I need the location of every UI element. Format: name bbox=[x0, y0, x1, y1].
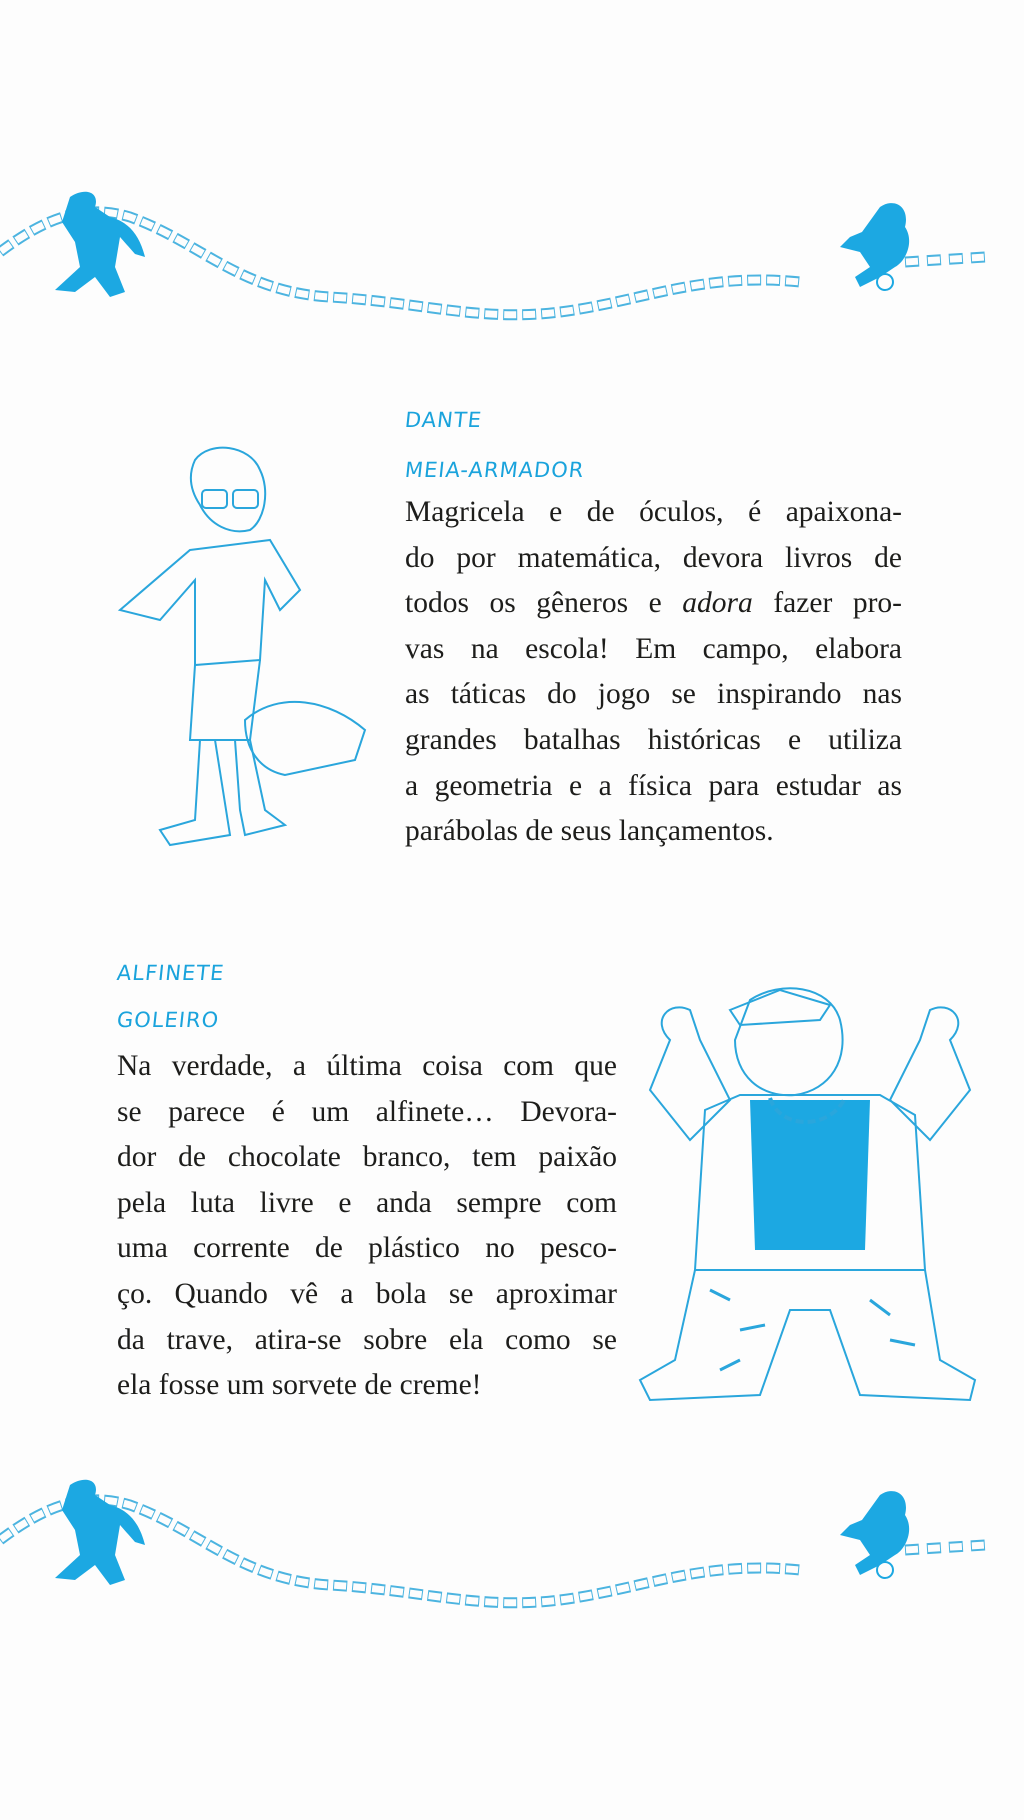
text-line: do por matemática, devora livros de bbox=[405, 541, 902, 574]
character-name: DANTE bbox=[403, 408, 484, 432]
text-line: grandes batalhas históricas e utiliza bbox=[405, 723, 902, 756]
text-line: uma corrente de plástico no pesco- bbox=[117, 1232, 617, 1265]
bottom-border-decoration bbox=[0, 1470, 1024, 1610]
text-line bbox=[405, 581, 902, 627]
top-border-decoration bbox=[0, 182, 1024, 322]
text-line: pela luta livre e anda sempre com bbox=[117, 1186, 617, 1219]
text-segment: todos os gêneros e bbox=[405, 587, 683, 620]
alfinete-illustration bbox=[630, 980, 990, 1410]
emphasis: adora bbox=[682, 587, 753, 620]
text-line: vas na escola! Em campo, elabora bbox=[405, 632, 902, 665]
text-line: a geometria e a física para estudar as bbox=[405, 769, 902, 802]
text-line: dor de chocolate branco, tem paixão bbox=[117, 1141, 617, 1174]
character-position: MEIA-ARMADOR bbox=[403, 458, 586, 482]
text-line: da trave, atira-se sobre ela como se bbox=[117, 1323, 617, 1356]
text-line: ço. Quando vê a bola se aproximar bbox=[117, 1277, 617, 1310]
text-line: as táticas do jogo se inspirando nas bbox=[405, 678, 902, 711]
text-line: Magricela e de óculos, é apaixona- bbox=[405, 496, 902, 528]
character-name: ALFINETE bbox=[115, 961, 226, 985]
text-line: Na verdade, a última coisa com que bbox=[117, 1050, 617, 1082]
text-line: se parece é um alfinete… Devora- bbox=[117, 1095, 617, 1128]
text-segment: fazer pro- bbox=[752, 587, 903, 620]
text-line: ela fosse um sorvete de creme! bbox=[117, 1369, 482, 1402]
character-position: GOLEIRO bbox=[115, 1008, 221, 1032]
dante-illustration bbox=[100, 440, 375, 860]
text-line: parábolas de seus lançamentos. bbox=[405, 815, 774, 848]
character-description bbox=[405, 490, 902, 855]
character-description bbox=[117, 1044, 617, 1409]
